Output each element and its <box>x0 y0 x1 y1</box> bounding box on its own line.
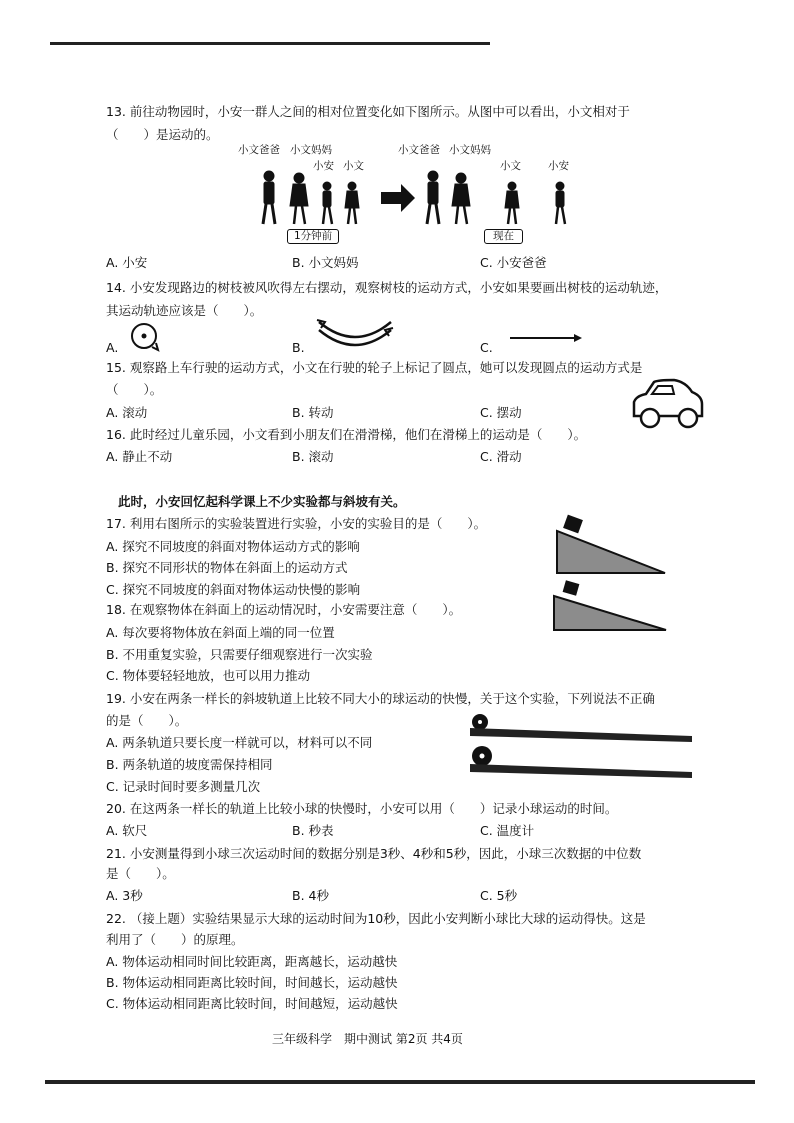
q13-option-a: A. 小安 <box>106 255 148 270</box>
car-icon <box>630 378 706 434</box>
q21-stem-line2: 是（ ）。 <box>106 866 175 881</box>
fig-label-after-xiaoan: 小安 <box>548 160 569 172</box>
fig-label-before-father: 小文爸爸 <box>238 144 280 156</box>
q18-option-b: B. 不用重复实验，只需要仔细观察进行一次实验 <box>106 647 373 662</box>
q19-option-a: A. 两条轨道只要长度一样就可以，材料可以不同 <box>106 735 373 750</box>
ramp-track-small-ball-figure <box>466 712 698 744</box>
q15-option-b: B. 转动 <box>292 405 334 420</box>
q20-stem-line1: 20. 在这两条一样长的轨道上比较小球的快慢时，小安可以用（ ）记录小球运动的时间。 <box>106 801 618 816</box>
q22-stem-line2: 利用了（ ）的原理。 <box>106 932 244 947</box>
person-silhouette <box>345 182 359 224</box>
fig-label-after-father: 小文爸爸 <box>398 144 440 156</box>
q19-stem-line1: 19. 小安在两条一样长的斜坡轨道上比较不同大小的球运动的快慢，关于这个实验，下列说法不正确 <box>106 691 655 706</box>
q22-option-a: A. 物体运动相同时间比较距离，距离越长，运动越快 <box>106 954 398 969</box>
q13-option-b: B. 小文妈妈 <box>292 255 359 270</box>
fig-label-before-xiaoan: 小安 <box>313 160 334 172</box>
fig-label-after-xiaowen: 小文 <box>500 160 521 172</box>
q15-option-c: C. 摆动 <box>480 405 522 420</box>
q21-option-c: C. 5秒 <box>480 888 518 903</box>
person-silhouette <box>323 182 332 224</box>
q17-stem-line1: 17. 利用右图所示的实验装置进行实验，小安的实验目的是（ ）。 <box>106 516 487 531</box>
q21-stem-line1: 21. 小安测量得到小球三次运动时间的数据分别是3秒、4秒和5秒，因此，小球三次数据的中位数 <box>106 846 642 861</box>
q14-option-c: C. <box>480 340 493 355</box>
person-silhouette <box>427 171 439 224</box>
fig-label-before-mother: 小文妈妈 <box>290 144 332 156</box>
straight-arrow-icon <box>508 332 588 344</box>
q14-option-b: B. <box>292 340 305 355</box>
fig-label-before-xiaowen: 小文 <box>343 160 364 172</box>
q17-option-a: A. 探究不同坡度的斜面对物体运动方式的影响 <box>106 539 360 554</box>
q20-option-a: A. 软尺 <box>106 823 148 838</box>
person-silhouette <box>263 171 275 224</box>
q19-stem-line2: 的是（ ）。 <box>106 713 188 728</box>
arc-swing-path-icon <box>315 316 395 352</box>
q13-option-c: C. 小安爸爸 <box>480 255 547 270</box>
section-intro: 此时，小安回忆起科学课上不少实验都与斜坡有关。 <box>118 494 406 509</box>
person-silhouette <box>452 173 470 224</box>
person-silhouette <box>505 182 519 224</box>
page-footer: 三年级科学 期中测试 第2页 共4页 <box>272 1032 463 1046</box>
top-rule <box>50 42 490 45</box>
q16-stem-line1: 16. 此时经过儿童乐园，小文看到小朋友们在滑滑梯，他们在滑梯上的运动是（ ）。 <box>106 427 587 442</box>
q22-option-b: B. 物体运动相同距离比较时间，时间越长，运动越快 <box>106 975 398 990</box>
q20-option-c: C. 温度计 <box>480 823 535 838</box>
circular-path-icon <box>128 320 168 356</box>
q19-option-c: C. 记录时间时要多测量几次 <box>106 779 261 794</box>
q21-option-a: A. 3秒 <box>106 888 143 903</box>
q18-option-c: C. 物体要轻轻地放，也可以用力推动 <box>106 668 311 683</box>
arrow-right-icon <box>381 184 415 212</box>
caption-after: 现在 <box>484 229 523 244</box>
q14-stem-line1: 14. 小安发现路边的树枝被风吹得左右摆动，观察树枝的运动方式，小安如果要画出树枝的运动轨迹， <box>106 280 668 295</box>
q14-option-a: A. <box>106 340 119 355</box>
q17-option-b: B. 探究不同形状的物体在斜面上的运动方式 <box>106 560 348 575</box>
q13-stem-line1: 13. 前往动物园时，小安一群人之间的相对位置变化如下图所示。从图中可以看出，小文相对于 <box>106 104 630 119</box>
q22-option-c: C. 物体运动相同距离比较时间，时间越短，运动越快 <box>106 996 398 1011</box>
q15-option-a: A. 滚动 <box>106 405 148 420</box>
q18-stem-line1: 18. 在观察物体在斜面上的运动情况时，小安需要注意（ ）。 <box>106 602 462 617</box>
q16-option-a: A. 静止不动 <box>106 449 173 464</box>
gentle-incline-figure <box>552 578 670 634</box>
caption-before: 1分钟前 <box>287 229 339 244</box>
q22-stem-line1: 22. （接上题）实验结果显示大球的运动时间为10秒，因此小安判断小球比大球的运动得快。这是 <box>106 911 646 926</box>
ramp-track-big-ball-figure <box>466 744 698 780</box>
q18-option-a: A. 每次要将物体放在斜面上端的同一位置 <box>106 625 335 640</box>
person-silhouette <box>556 182 565 224</box>
fig-label-after-mother: 小文妈妈 <box>449 144 491 156</box>
q19-option-b: B. 两条轨道的坡度需保持相同 <box>106 757 273 772</box>
steep-incline-figure <box>555 515 670 577</box>
q20-option-b: B. 秒表 <box>292 823 334 838</box>
q15-stem-line2: （ ）。 <box>106 382 163 397</box>
q15-stem-line1: 15. 观察路上车行驶的运动方式，小文在行驶的轮子上标记了圆点，她可以发现圆点的运动方式是 <box>106 360 643 375</box>
q16-option-c: C. 滑动 <box>480 449 522 464</box>
person-silhouette <box>290 173 308 224</box>
q21-option-b: B. 4秒 <box>292 888 329 903</box>
relative-position-figure <box>255 170 585 230</box>
q17-option-c: C. 探究不同坡度的斜面对物体运动快慢的影响 <box>106 582 361 597</box>
q16-option-b: B. 滚动 <box>292 449 334 464</box>
q14-stem-line2: 其运动轨迹应该是（ ）。 <box>106 303 263 318</box>
bottom-rule <box>45 1080 755 1084</box>
q13-stem-line2: （ ）是运动的。 <box>106 127 219 142</box>
